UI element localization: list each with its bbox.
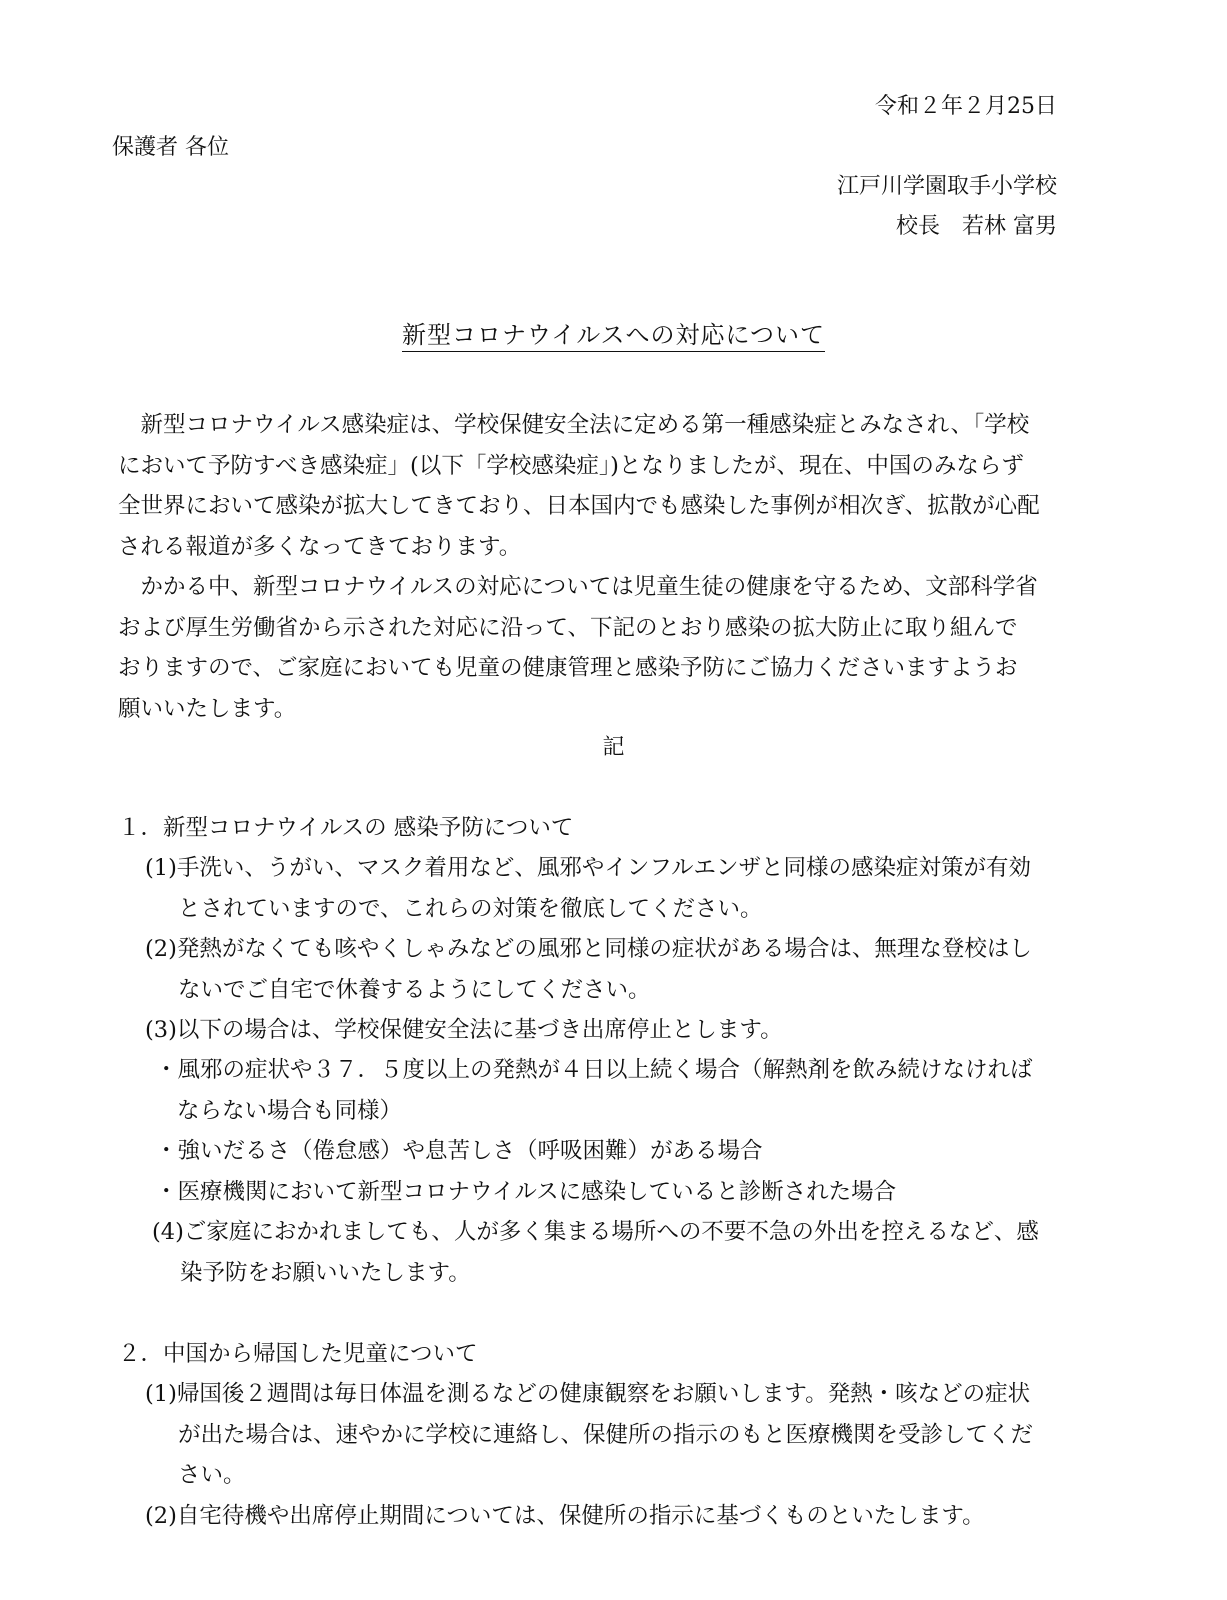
intro-line: 新型コロナウイルス感染症は、学校保健安全法に定める第一種感染症とみなされ、「学校 [118, 412, 1030, 438]
section1-heading: １．新型コロナウイルスの 感染予防について [118, 815, 574, 841]
section1-item2 [145, 929, 1032, 1010]
section1-bullet3: ・医療機関において新型コロナウイルスに感染していると診断された場合 [155, 1179, 897, 1205]
document-title: 新型コロナウイルスへの対応について [402, 321, 825, 352]
section1-bullet1 [155, 1050, 1033, 1131]
intro-line: される報道が多くなってきております。 [118, 533, 522, 560]
section1-bullet2: ・強いだるさ（倦怠感）や息苦しさ（呼吸困難）がある場合 [155, 1138, 763, 1164]
item-line: 染予防をお願いいたします。 [180, 1259, 471, 1286]
document-date: 令和２年２月25日 [875, 94, 1057, 119]
intro-line: 全世界において感染が拡大してきており、日本国内でも感染した事例が相次ぎ、拡散が心配 [118, 493, 1040, 519]
item-line: さい。 [178, 1462, 246, 1488]
item-line: とされていますので、これらの対策を徹底してください。 [178, 895, 763, 922]
section2-heading: ２．中国から帰国した児童について [118, 1341, 478, 1367]
item-line: (1)手洗い、うがい、マスク着用など、風邪やインフルエンザと同様の感染症対策が有効 [145, 855, 1031, 881]
item-line: (1)帰国後２週間は毎日体温を測るなどの健康観察をお願いします。発熱・咳などの症状 [145, 1381, 1031, 1407]
intro-line: おりますので、ご家庭においても児童の健康管理と感染予防にご協力くださいますようお [118, 655, 1018, 681]
intro-line: かかる中、新型コロナウイルスの対応については児童生徒の健康を守るため、文部科学省 [118, 574, 1038, 600]
bullet-line: ならない場合も同様） [177, 1097, 403, 1124]
principal-name: 校長 若林 富男 [896, 214, 1057, 239]
intro-paragraph-2 [118, 567, 1088, 729]
item-line: ないでご自宅で休養するようにしてください。 [178, 976, 651, 1003]
intro-line: および厚生労働省から示された対応に沿って、下記のとおり感染の拡大防止に取り組んで [118, 614, 1018, 641]
recipient: 保護者 各位 [112, 135, 229, 160]
bullet-line: ・風邪の症状や３７．５度以上の発熱が４日以上続く場合（解熱剤を飲み続けなければ [155, 1057, 1033, 1083]
section1-item4 [152, 1212, 1039, 1293]
intro-line: 願いいたします。 [118, 695, 297, 722]
school-name: 江戸川学園取手小学校 [836, 174, 1057, 199]
intro-line: において予防すべき感染症」(以下「学校感染症」)となりましたが、現在、中国のみならず [118, 452, 1024, 479]
item-line: が出た場合は、速やかに学校に連絡し、保健所の指示のもと医療機関を受診してくだ [178, 1421, 1034, 1448]
section1-item3: (3)以下の場合は、学校保健安全法に基づき出席停止とします。 [145, 1017, 783, 1043]
document-title-block [0, 318, 1227, 352]
intro-paragraph-1 [118, 405, 1088, 567]
section2-item2: (2)自宅待機や出席停止期間については、保健所の指示に基づくものといたします。 [145, 1503, 985, 1529]
item-line: (4)ご家庭におかれましても、人が多く集まる場所への不要不急の外出を控えるなど、感 [152, 1219, 1039, 1245]
section1-item1 [145, 848, 1031, 929]
section2-item1 [145, 1374, 1033, 1496]
ki-heading: 記 [602, 735, 625, 760]
item-line: (2)発熱がなくても咳やくしゃみなどの風邪と同様の症状がある場合は、無理な登校はし [145, 936, 1032, 962]
